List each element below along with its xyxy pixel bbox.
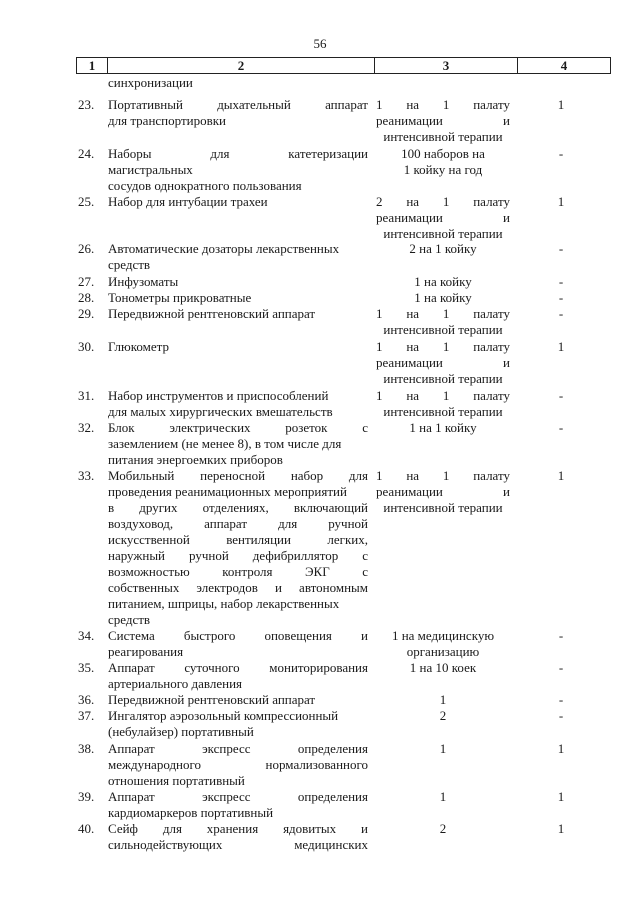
- quantity: [376, 146, 510, 178]
- quantity-line: 1: [439, 741, 447, 756]
- quantity: [376, 821, 510, 837]
- equipment-name-line: Блок электрических розеток с: [108, 420, 368, 435]
- equipment-name-line: Набор для интубации трахеи: [108, 194, 268, 209]
- equipment-name-line: наружный ручной дефибриллятор с: [108, 548, 368, 563]
- equipment-name: [108, 741, 368, 789]
- column-4-value: 1: [557, 97, 565, 112]
- quantity: [376, 420, 510, 436]
- quantity-line: 2 на 1 палату: [376, 194, 510, 209]
- quantity-line: 1 на 1 палату: [376, 97, 510, 112]
- equipment-name-line: реагирования: [108, 644, 184, 659]
- row-number: 34.: [78, 628, 95, 643]
- column-4-value: 1: [557, 194, 565, 209]
- quantity-line: организацию: [406, 644, 480, 659]
- column-4-value: -: [558, 708, 564, 723]
- quantity-line: интенсивной терапии: [383, 322, 503, 337]
- quantity-line: 1 на 1 палату: [376, 306, 510, 321]
- equipment-name: [108, 789, 368, 821]
- equipment-name-line: в других отделениях, включающий: [108, 500, 368, 515]
- row-number: 23.: [78, 97, 95, 112]
- row-number: 35.: [78, 660, 95, 675]
- quantity: [376, 339, 510, 387]
- equipment-name-line: для транспортировки: [108, 113, 227, 128]
- quantity-line: 1 на медицинскую: [391, 628, 495, 643]
- equipment-name: [108, 468, 368, 628]
- equipment-name-line: Инфузоматы: [108, 274, 179, 289]
- equipment-name-line: Передвижной рентгеновский аппарат: [108, 692, 316, 707]
- row-number: 36.: [78, 692, 95, 707]
- equipment-name: [108, 821, 368, 853]
- equipment-name-line: Глюкометр: [108, 339, 169, 354]
- equipment-name-line: Сейф для хранения ядовитых и: [108, 821, 368, 836]
- quantity-line: 2: [439, 821, 447, 836]
- quantity-line: реанимации и: [376, 113, 510, 128]
- page-number: 56: [313, 36, 327, 51]
- equipment-name: [108, 146, 368, 194]
- quantity: [376, 97, 510, 145]
- quantity: [376, 660, 510, 676]
- carry-over-text: синхронизации: [108, 75, 193, 90]
- quantity: [376, 468, 510, 516]
- equipment-name: [108, 290, 368, 306]
- quantity: [376, 290, 510, 306]
- equipment-name: [108, 420, 368, 468]
- equipment-name-line: Аппарат экспресс определения: [108, 741, 368, 756]
- quantity-line: 2 на 1 койку: [409, 241, 477, 256]
- equipment-name-line: сосудов однократного пользования: [108, 178, 302, 193]
- equipment-name-line: Аппарат экспресс определения: [108, 789, 368, 804]
- equipment-name-line: воздуховод, аппарат для ручной: [108, 516, 368, 531]
- quantity: [376, 306, 510, 338]
- quantity-line: 1 на 10 коек: [409, 660, 477, 675]
- equipment-name: [108, 339, 368, 355]
- equipment-name-line: международного нормализованного: [108, 757, 368, 772]
- row-number: 31.: [78, 388, 95, 403]
- row-number: 40.: [78, 821, 95, 836]
- equipment-name-line: Аппарат суточного мониторирования: [108, 660, 368, 675]
- equipment-name: [108, 274, 368, 290]
- equipment-name-line: искусственной вентиляции легких,: [108, 532, 368, 547]
- equipment-name: [108, 97, 368, 129]
- quantity: [376, 194, 510, 242]
- quantity-line: 1: [439, 692, 447, 707]
- row-number: 24.: [78, 146, 95, 161]
- equipment-name: [108, 692, 368, 708]
- equipment-name-line: Наборы для катетеризации: [108, 146, 368, 161]
- equipment-name-line: питания энергоемких приборов: [108, 452, 283, 467]
- equipment-name-line: Система быстрого оповещения и: [108, 628, 368, 643]
- equipment-name-line: (небулайзер) портативный: [108, 724, 254, 739]
- equipment-name: [108, 628, 368, 660]
- column-4-value: -: [558, 306, 564, 321]
- column-4-value: -: [558, 146, 564, 161]
- equipment-name-line: собственных электродов и автономным: [108, 580, 368, 595]
- equipment-name: [108, 241, 368, 273]
- quantity-line: реанимации и: [376, 210, 510, 225]
- column-4-value: -: [558, 628, 564, 643]
- equipment-name-line: отношения портативный: [108, 773, 245, 788]
- column-header-2: 2: [108, 58, 375, 73]
- equipment-name: [108, 194, 368, 210]
- column-4-value: -: [558, 241, 564, 256]
- quantity-line: 1 на койку: [414, 290, 472, 305]
- equipment-name-line: заземлением (не менее 8), в том числе для: [108, 436, 342, 451]
- column-4-value: -: [558, 274, 564, 289]
- quantity-line: 100 наборов на: [401, 146, 485, 161]
- row-number: 28.: [78, 290, 95, 305]
- column-header-3: 3: [375, 58, 518, 73]
- column-header-1: 1: [77, 58, 108, 73]
- quantity-line: 2: [439, 708, 447, 723]
- quantity: [376, 692, 510, 708]
- quantity-line: интенсивной терапии: [383, 129, 503, 144]
- quantity-line: реанимации и: [376, 355, 510, 370]
- equipment-name-line: возможностью контроля ЭКГ с: [108, 564, 368, 579]
- column-4-value: 1: [557, 789, 565, 804]
- column-4-value: -: [558, 420, 564, 435]
- quantity-line: 1 на 1 койку: [409, 420, 477, 435]
- quantity: [376, 274, 510, 290]
- quantity-line: интенсивной терапии: [383, 371, 503, 386]
- equipment-name-line: Набор инструментов и приспособлений: [108, 388, 329, 403]
- equipment-name: [108, 660, 368, 692]
- row-number: 27.: [78, 274, 95, 289]
- column-header-4: 4: [560, 58, 568, 73]
- quantity: [376, 628, 510, 660]
- row-number: 33.: [78, 468, 95, 483]
- column-4-value: 1: [557, 339, 565, 354]
- quantity-line: 1: [439, 789, 447, 804]
- column-4-value: 1: [557, 821, 565, 836]
- row-number: 39.: [78, 789, 95, 804]
- column-4-value: 1: [557, 468, 565, 483]
- equipment-name-line: Мобильный переносной набор для: [108, 468, 368, 483]
- quantity-line: 1 на 1 палату: [376, 339, 510, 354]
- row-number: 30.: [78, 339, 95, 354]
- row-number: 32.: [78, 420, 95, 435]
- equipment-name-line: Портативный дыхательный аппарат: [108, 97, 368, 112]
- equipment-name-line: кардиомаркеров портативный: [108, 805, 274, 820]
- quantity-line: 1 на 1 палату: [376, 468, 510, 483]
- equipment-name-line: Автоматические дозаторы лекарственных: [108, 241, 340, 256]
- quantity: [376, 388, 510, 420]
- quantity: [376, 741, 510, 757]
- equipment-name-line: проведения реанимационных мероприятий: [108, 484, 347, 499]
- equipment-name: [108, 306, 368, 322]
- equipment-name-line: Ингалятор аэрозольный компрессионный: [108, 708, 339, 723]
- quantity-line: 1 койку на год: [403, 162, 483, 177]
- column-4-value: -: [558, 692, 564, 707]
- row-number: 29.: [78, 306, 95, 321]
- quantity-line: 1 на койку: [414, 274, 472, 289]
- column-4-value: -: [558, 290, 564, 305]
- quantity: [376, 708, 510, 724]
- equipment-name-line: магистральных: [108, 162, 193, 177]
- row-number: 25.: [78, 194, 95, 209]
- equipment-name: [108, 388, 368, 420]
- equipment-name-line: для малых хирургических вмешательств: [108, 404, 333, 419]
- equipment-name-line: питанием, шприцы, набор лекарственных: [108, 596, 340, 611]
- equipment-name-line: Передвижной рентгеновский аппарат: [108, 306, 316, 321]
- equipment-name-line: Тонометры прикроватные: [108, 290, 252, 305]
- quantity: [376, 241, 510, 257]
- column-4-value: 1: [557, 741, 565, 756]
- quantity: [376, 789, 510, 805]
- equipment-name: [108, 708, 368, 740]
- quantity-line: интенсивной терапии: [383, 226, 503, 241]
- equipment-name-line: средств: [108, 612, 151, 627]
- equipment-name-line: артериального давления: [108, 676, 243, 691]
- equipment-name-line: средств: [108, 257, 151, 272]
- equipment-name-line: сильнодействующих медицинских: [108, 837, 368, 852]
- quantity-line: интенсивной терапии: [383, 404, 503, 419]
- column-4-value: -: [558, 388, 564, 403]
- row-number: 26.: [78, 241, 95, 256]
- row-number: 38.: [78, 741, 95, 756]
- quantity-line: реанимации и: [376, 484, 510, 499]
- column-4-value: -: [558, 660, 564, 675]
- quantity-line: интенсивной терапии: [383, 500, 503, 515]
- quantity-line: 1 на 1 палату: [376, 388, 510, 403]
- row-number: 37.: [78, 708, 95, 723]
- table-header: [76, 57, 611, 74]
